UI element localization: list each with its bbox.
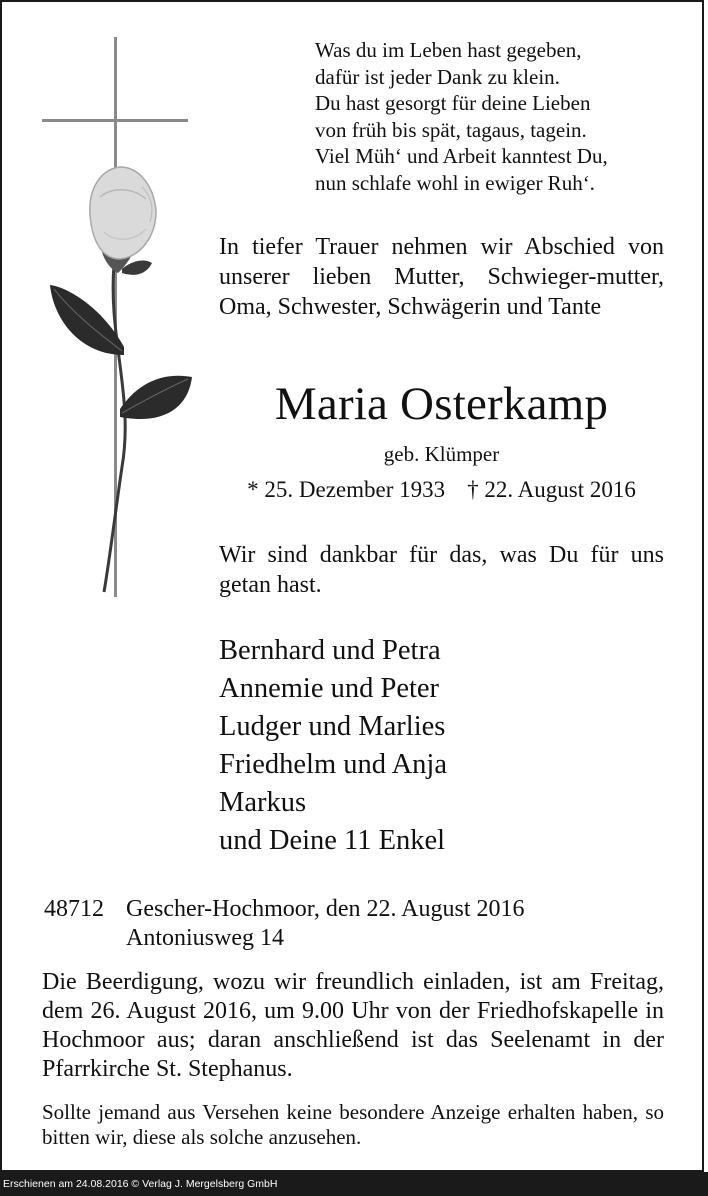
funeral-details: Die Beerdigung, wozu wir freundlich einladen, ist am Freitag, dem 26. August 2016, um 9.00 Uhr von der Friedhofskapelle in Hochmoor aus; daran anschließend ist das Seelenamt in der Pfarrkirche St. Stephanus.: [42, 969, 664, 1082]
address-block: [44, 895, 684, 953]
mourner-line: Ludger und Marlies: [219, 711, 446, 742]
life-dates: [219, 475, 664, 505]
publication-footer: Erschienen am 24.08.2016 © Verlag J. Mergelsberg GmbH: [0, 1172, 708, 1196]
postal-code: 48712: [44, 896, 104, 922]
mourner-line: und Deine 11 Enkel: [219, 825, 446, 856]
mourner-line: Annemie und Peter: [219, 673, 440, 704]
mourning-announcement: In tiefer Trauer nehmen wir Abschied von unserer lieben Mutter, Schwieger-mutter, Oma, Schwester, Schwägerin und Tante: [219, 234, 664, 320]
gratitude-text: Wir sind dankbar für das, was Du für uns getan hast.: [219, 542, 664, 598]
mourner-line: Bernhard und Petra: [219, 635, 441, 666]
birth-date: * 25. Dezember 1933: [247, 477, 446, 502]
deceased-name: Maria Osterkamp: [274, 378, 609, 430]
street-address: Antoniusweg 14: [126, 925, 284, 951]
memorial-poem: Was du im Leben hast gegeben, dafür ist jeder Dank zu klein. Du hast gesorgt für deine Lieben von früh bis spät, tagaus, tagein. Viel Müh‘ und Arbeit kanntest Du, nun schlafe wohl in ewiger Ruh‘.: [315, 38, 608, 195]
closing-note: Sollte jemand aus Versehen keine besondere Anzeige erhalten haben, so bitten wir, diese als solche anzusehen.: [42, 1100, 664, 1149]
rose-icon: [50, 167, 192, 592]
mourners-list: [219, 632, 664, 860]
death-date: † 22. August 2016: [467, 477, 636, 502]
place-and-date: Gescher-Hochmoor, den 22. August 2016: [126, 896, 525, 922]
mourner-line: Markus: [219, 787, 307, 818]
mourner-line: Friedhelm und Anja: [219, 749, 447, 780]
cross-and-rose-illustration: [42, 37, 202, 597]
birth-name: geb. Klümper: [383, 442, 500, 466]
